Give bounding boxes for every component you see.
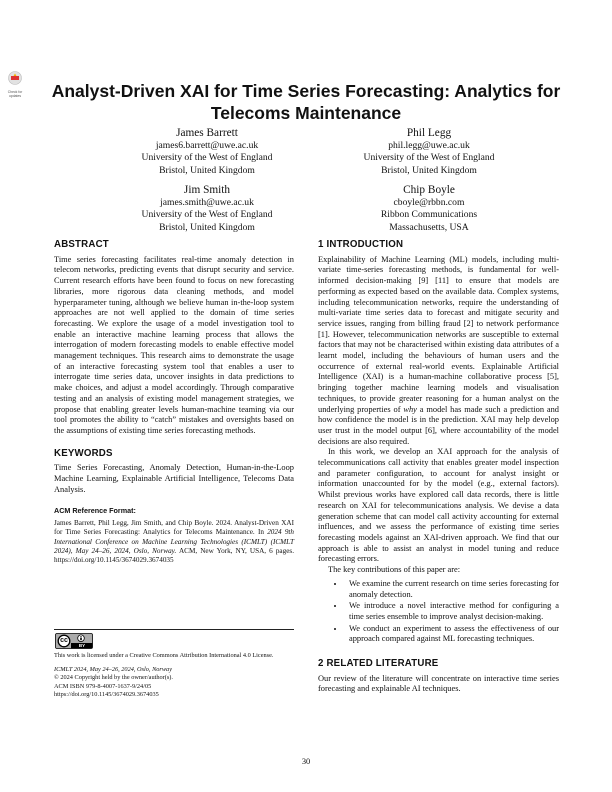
author-email[interactable]: phil.legg@uwe.ac.uk	[388, 140, 470, 151]
intro-heading: 1 INTRODUCTION	[318, 239, 404, 250]
author-location: Bristol, United Kingdom	[159, 221, 255, 233]
cc-label: cc	[60, 637, 68, 644]
intro-p1-a: Explainability of Machine Learning (ML) models, including multi-variate time-series forecasting methods, is fundamental for well-informed decision-making [9] [11] to ensure that models are performing as expected based on the available data. Complex systems, including telecommunication networks, require the understanding of multi-variate time series data to forecast and mitigate security and service issues, ranging from billing fraud [2] to network performance [1]. However, telecommunication networks are susceptible to external factors that may not be characterised within existing data attributes of a learnt model, including the behaviours of human users and the occurrence of external real-world events. Explainable Artificial Intelligence (XAI) is a human-machine collaborative process [5], bringing together machine learning models and visualisation techniques, to provide greater reasoning for a human analyst on the underlying properties of	[318, 254, 559, 414]
author-block-2	[314, 126, 544, 177]
list-item: • We examine the current research on time series forecasting for anomaly detection.	[345, 579, 559, 600]
license-doi[interactable]: https://doi.org/10.1145/3674029.3674035	[54, 690, 159, 698]
reference-format-heading: ACM Reference Format:	[54, 506, 136, 516]
check-for-updates-badge[interactable]	[6, 71, 24, 98]
badge-line-1: Check for	[7, 90, 23, 94]
author-name: Chip Boyle	[403, 184, 455, 196]
author-block-4	[314, 183, 544, 234]
cc-by-badge[interactable]	[55, 633, 93, 649]
related-text: Our review of the literature will concentrate on interactive time series forecasting and explainable AI techniques.	[318, 673, 559, 694]
license-copyright: © 2024 Copyright held by the owner/author(s).	[54, 674, 173, 682]
left-column	[54, 240, 294, 566]
intro-paragraph-2: In this work, we develop an XAI approach for the analysis of telecommunications call activity that enables greater model inspection and parameter configuration, to account for analyst insight or information unaccounted for by the model (e.g., external factors). Whilst previous works have explored call data records, there is little research on XAI for telecommunications analysis. We devise a data generation scheme that can model call activity accounting for external influences, and we assess the performance of existing time series forecasting models against an XAI-driven approach. We find that our approach is able to assist an analyst in model tuning and reduce forecasting errors.	[318, 447, 559, 564]
intro-p1-em: why	[403, 404, 417, 414]
abstract-heading: ABSTRACT	[54, 239, 109, 250]
list-item: • We introduce a novel interactive method for configuring a time series ensemble to improve analyst decision-making.	[345, 601, 559, 622]
by-label: BY	[78, 643, 86, 648]
keywords-heading: KEYWORDS	[54, 447, 113, 459]
related-heading: 2 RELATED LITERATURE	[318, 658, 439, 670]
intro-p1-b: a model has made such a prediction and how confidence the model is in the prediction. XAI may help develop user trust in the model output [6], where accountability of the model decisions are also required.	[318, 404, 559, 446]
title-line-1: Analyst-Driven XAI for Time Series Forecasting: Analytics for	[51, 81, 561, 101]
right-column	[318, 240, 559, 695]
reference-rest: ACM, New York, NY, USA, 6 pages. https://doi.org/10.1145/3674029.3674035	[54, 547, 295, 565]
author-name: Phil Legg	[406, 127, 452, 139]
reference-format-text	[54, 519, 294, 565]
author-location: Bristol, United Kingdom	[159, 164, 255, 176]
reference-authors: James Barrett, Phil Legg, Jim Smith, and Chip Boyle. 2024. Analyst-Driven XAI for Time Series Forecasting: Analytics for Telecoms Maintenance. In	[54, 519, 294, 537]
title-line-2: Telecoms Maintenance	[210, 103, 402, 123]
list-item: • We conduct an experiment to assess the effectiveness of our approach compared against ML forecasting techniques.	[345, 624, 559, 645]
contributions-list	[318, 579, 559, 645]
author-name: Jim Smith	[183, 184, 231, 196]
author-affiliation: University of the West of England	[141, 209, 273, 221]
author-email[interactable]: james6.barrett@uwe.ac.uk	[155, 140, 259, 151]
reference-venue: 2024 9th International Conference on Machine Learning Technologies (ICMLT) (ICMLT 2024), May 24–26, 2024, Oslo, Norway.	[54, 528, 295, 556]
author-email[interactable]: james.smith@uwe.ac.uk	[160, 197, 254, 208]
license-rule	[54, 629, 294, 630]
author-location: Massachusetts, USA	[389, 221, 469, 233]
keywords-text: Time Series Forecasting, Anomaly Detection, Human-in-the-Loop Machine Learning, Explainable Artificial Intelligence, Telecoms Data Analysis.	[54, 463, 294, 494]
author-block-1	[92, 126, 322, 177]
page-number: 30	[301, 757, 311, 766]
license-info	[54, 652, 294, 699]
license-venue: ICMLT 2024, May 24–26, 2024, Oslo, Norway	[54, 666, 173, 674]
license-isbn: ACM ISBN 979-8-4007-1637-9/24/05	[54, 682, 152, 690]
intro-paragraph-1	[318, 255, 559, 448]
paper-title	[40, 80, 572, 124]
abstract-text: Time series forecasting facilitates real-time anomaly detection in telecom networks, predicting events that disrupt security and service. Current research efforts have been found to focus on new forecasting libraries, more rigorous data cleaning methods, and model hyperparameter tuning, although we believe human in-the-loop system approaches are not well applied to the domain of time series forecasting. We explore the usage of a model investigation tool to enable an interactive machine learning process that allows the interrogation of modern forecasting models to enable effective model management techniques. This research aims to demonstrate the usage of an interactive forecasting system tool that enables a user to interrogate time series data, uncover insights in data predictions to make choices, and adjust a model accordingly. Through comparative testing and an analysis of existing model management strategies, we propose that enabling greater levels human-machine teaming via our tool promotes the ability to “catch” mistakes and oversights based on the assumptions of existing time series forecasting methods.	[54, 254, 294, 435]
author-email[interactable]: cboyle@rbbn.com	[393, 197, 465, 208]
update-icon	[6, 71, 24, 85]
author-affiliation: Ribbon Communications	[380, 209, 478, 221]
license-text: This work is licensed under a Creative Commons Attribution International 4.0 License.	[54, 652, 274, 659]
badge-line-2: updates	[8, 94, 22, 98]
intro-paragraph-3: The key contributions of this paper are:	[328, 565, 461, 575]
author-affiliation: University of the West of England	[363, 152, 495, 164]
author-location: Bristol, United Kingdom	[381, 164, 477, 176]
author-affiliation: University of the West of England	[141, 152, 273, 164]
author-block-3	[92, 183, 322, 234]
author-name: James Barrett	[176, 127, 238, 139]
